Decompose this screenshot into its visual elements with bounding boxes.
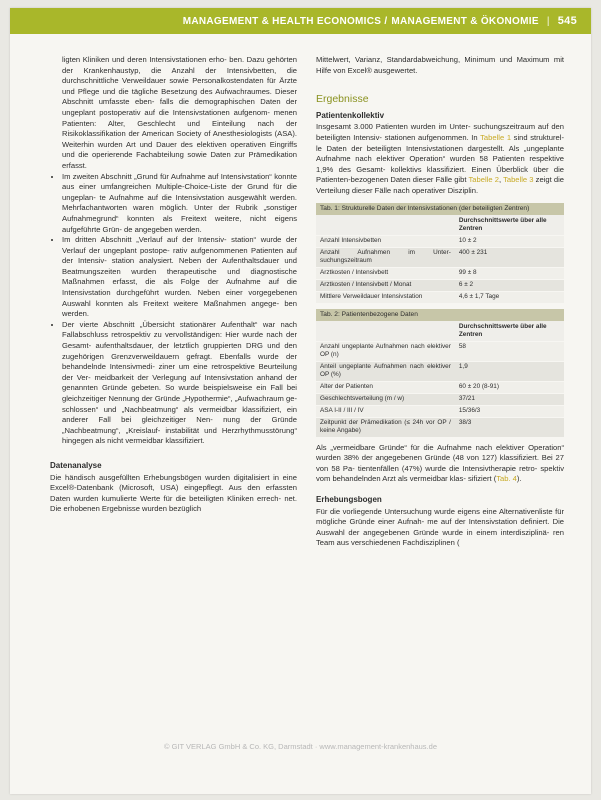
p1-text-a: Insgesamt 3.000 Patienten wurden im Unter- suchungszeitraum auf den beteiligten Intensiv- stationen aufgenommen. In [316, 122, 564, 142]
table-row: Geschlechtsverteilung (m / w) 37/21 [316, 393, 564, 405]
bullet-item-grund: • Im zweiten Abschnitt „Grund für Aufnahme auf Intensivstation“ konnte aus einer umfangreichen Multiple-Choice-Liste der Grund für die ungeplan- te Aufnahme auf die Intensivstation ausgewählt werden. Mehrfachantworten waren möglich. Unter der Rubrik „sonstiger Aufnahmegrund“ konnten als Freitext weitere, nicht eigens aufgeführte Grün- de angegeben werden. [62, 172, 297, 236]
table-2-header: Durchschnittswerte über alle Zentren [455, 321, 564, 342]
patientenkollektiv-heading: Patientenkollektiv [316, 110, 385, 120]
table-row: ASA I-II / III / IV 15/36/3 [316, 405, 564, 417]
header-section-de: MANAGEMENT & ÖKONOMIE [391, 15, 539, 27]
header-separator: | [546, 15, 550, 27]
table-2 [316, 309, 564, 437]
header-section-en: MANAGEMENT & HEALTH ECONOMICS / [182, 15, 388, 27]
table-2-caption: Tab. 2: Patientenbezogene Daten [316, 309, 564, 321]
table-row: Anzahl Aufnahmen im Unter- suchungszeitraum 400 ± 231 [316, 247, 564, 267]
erhebungsbogen-paragraph: Für die vorliegende Untersuchung wurde eigens eine Alternativenliste für mögliche Gründe einer Aufnah- me auf der Intensivstation definiert. Die Auswahl der angegebenen Gründe wurde in einem interdisziplinä- ren Team aus verschiedenen Fachdisziplinen ( [316, 506, 564, 548]
intro-paragraph: ligten Kliniken und deren Intensivstationen erho- ben. Dazu gehörten der Krankenhaustyp, die Anzahl der Intensivbetten, die durchschnittliche Verweildauer sowie Personalkostendaten für Ärzte und Pflege und die tägliche Besetzung des Aufwachraumes. Dieser Abschnitt umfasste eben- falls die demographischen Daten der ungeplant postoperativ auf die Intensivstationen aufgenom- menen Patienten: Alter, Geschlecht und Einteilung nach der Risikoklassifikation der American Society of Anesthesiologists (ASA). Weiterhin wurden Art und Dauer des elektiven operativen Eingriffs und die operierende Fachabteilung sowie Daten zur Prämedikation erfasst. [62, 55, 297, 170]
continued-paragraph: Mittelwert, Varianz, Standardabweichung, Minimum und Maximum mit Hilfe von Excel® ausgewertet. [316, 55, 564, 75]
ref-table-1[interactable]: Tabelle 1 [480, 132, 512, 142]
page-header [10, 8, 591, 34]
table-row: Anzahl ungeplante Aufnahmen nach elektiver OP (n) 58 [316, 341, 564, 361]
table-1 [316, 203, 564, 303]
p1-text-b: sind strukturel- le Daten der beteiligten Intensivstationen dargestellt. Als „ungeplante Aufnahme nach elektiver Operation“ wurden 58 Patienten respektive 1,9% des Gesamt- kollektivs klassifiziert. Einen Überblick über die Patienten-bezogenen Daten dieser Fälle gibt [316, 132, 564, 185]
table-row: Anteil ungeplante Aufnahmen nach elektiver OP (%) 1,9 [316, 361, 564, 381]
page-footer: © GIT VERLAG GmbH & Co. KG, Darmstadt · www.management-krankenhaus.de [164, 742, 437, 751]
bullet-item-uebersicht: • Der vierte Abschnitt „Übersicht stationärer Aufenthalt“ war nach Fallabschluss retrospektiv zu vervollständigen: Hier wurde nach der Gesamt- aufenthaltsdauer, der letztlich gruppierten DRG und den zugehörigen Grenzverweildauern gefragt. Ebenfalls wurde der behandelnde Intensivmedi- ziner um eine retrospektive Beurteilung der Ver- meidbarkeit der Verlegung auf Intensivstation anhand der genannten Gründe gebeten. So wurde beispielsweise ein Fall bei gleichzeitiger Nennung der Gründe „Hypothermie“, „Aufwachraum ge- schlossen“ und „Nachbeatmung“ als vermeidbar klassifiziert, ein anderer Fall bei gleichzeitiger Nen- nung der Gründe „Nachbeatmung“, „Kreislauf- instabilität und Herzrhythmusstörung“ hingegen als nicht vermeidbar klassifiziert. [62, 320, 297, 447]
ref-table-4[interactable]: Tab. 4 [496, 474, 517, 484]
ergebnisse-heading: Ergebnisse [316, 93, 369, 106]
right-column [316, 55, 564, 549]
p1-text-d: zeigt die Verteilung dieser Fälle nach operativer Disziplin. [316, 175, 564, 195]
table-row: Zeitpunkt der Prämedikation (≤ 24h vor OP / keine Angabe) 38/3 [316, 417, 564, 437]
table-row: Mittlere Verweildauer Intensivstation 4,6 ± 1,7 Tage [316, 291, 564, 303]
ref-table-3[interactable]: Tabelle 3 [503, 175, 534, 185]
p1-text-c: , [498, 175, 504, 185]
table-row: Arztkosten / Intensivbett 99 ± 8 [316, 267, 564, 279]
table-1-header: Durchschnittswerte über alle Zentren [455, 215, 564, 236]
patientenkollektiv-paragraph [316, 122, 564, 196]
bullet-item-verlauf: • Im dritten Abschnitt „Verlauf auf der Intensiv- station“ wurde der Verlauf der ungeplant postope- rativ aufgenommenen Patienten auf der Intensiv- station analysiert. Neben der Aufenthaltsdauer und Beatmungszeiten wurden therapeutische und diagnostische Maßnahmen erfasst, die als Folge der Aufnahme auf die Intensivstation durchgeführt wurden. Neben einer vorgegebenen Auswahl konnten als Freitext weitere Maßnahmen angege- ben werden. [62, 235, 297, 320]
table-row: Anzahl Intensivbetten 10 ± 2 [316, 235, 564, 247]
left-column [50, 55, 297, 515]
ref-table-2[interactable]: Tabelle 2 [468, 175, 499, 185]
table-row: Alter der Patienten 60 ± 20 (8-91) [316, 381, 564, 393]
erhebungsbogen-heading: Erhebungsbogen [316, 494, 382, 504]
table-1-caption: Tab. 1: Strukturelle Daten der Intensivstationen (der beteiligten Zentren) [316, 203, 564, 215]
journal-page [10, 8, 591, 794]
p2-text-a: Als „vermeidbare Gründe“ für die Aufnahme nach elektiver Operation“ wurden 38% der angegebenen Gründe (48 von 127) klassifiziert. Bei 27 von 58 Pa- tientenfällen (47%) wurde die Intensivtherapie retro- spektiv vom behandelnden Arzt als vermeidbar klas- sifiziert ( [316, 442, 564, 484]
table-row: Arztkosten / Intensivbett / Monat 6 ± 2 [316, 279, 564, 291]
datenanalyse-paragraph: Die händisch ausgefüllten Erhebungsbögen wurden digitalisiert in eine Excel®-Datenbank (Microsoft, USA) eingepflegt. Aus den erfassten Daten wurden kumulierte Werte für die beteiligten Kliniken errech- net. Die erhobenen Ergebnisse wurden bezüglich [50, 472, 297, 514]
datenanalyse-heading: Datenanalyse [50, 460, 102, 470]
p2-text-b: ). [516, 474, 522, 484]
page-number: 545 [557, 15, 577, 27]
method-bullet-list [50, 55, 297, 447]
vermeidbar-paragraph [316, 443, 564, 485]
